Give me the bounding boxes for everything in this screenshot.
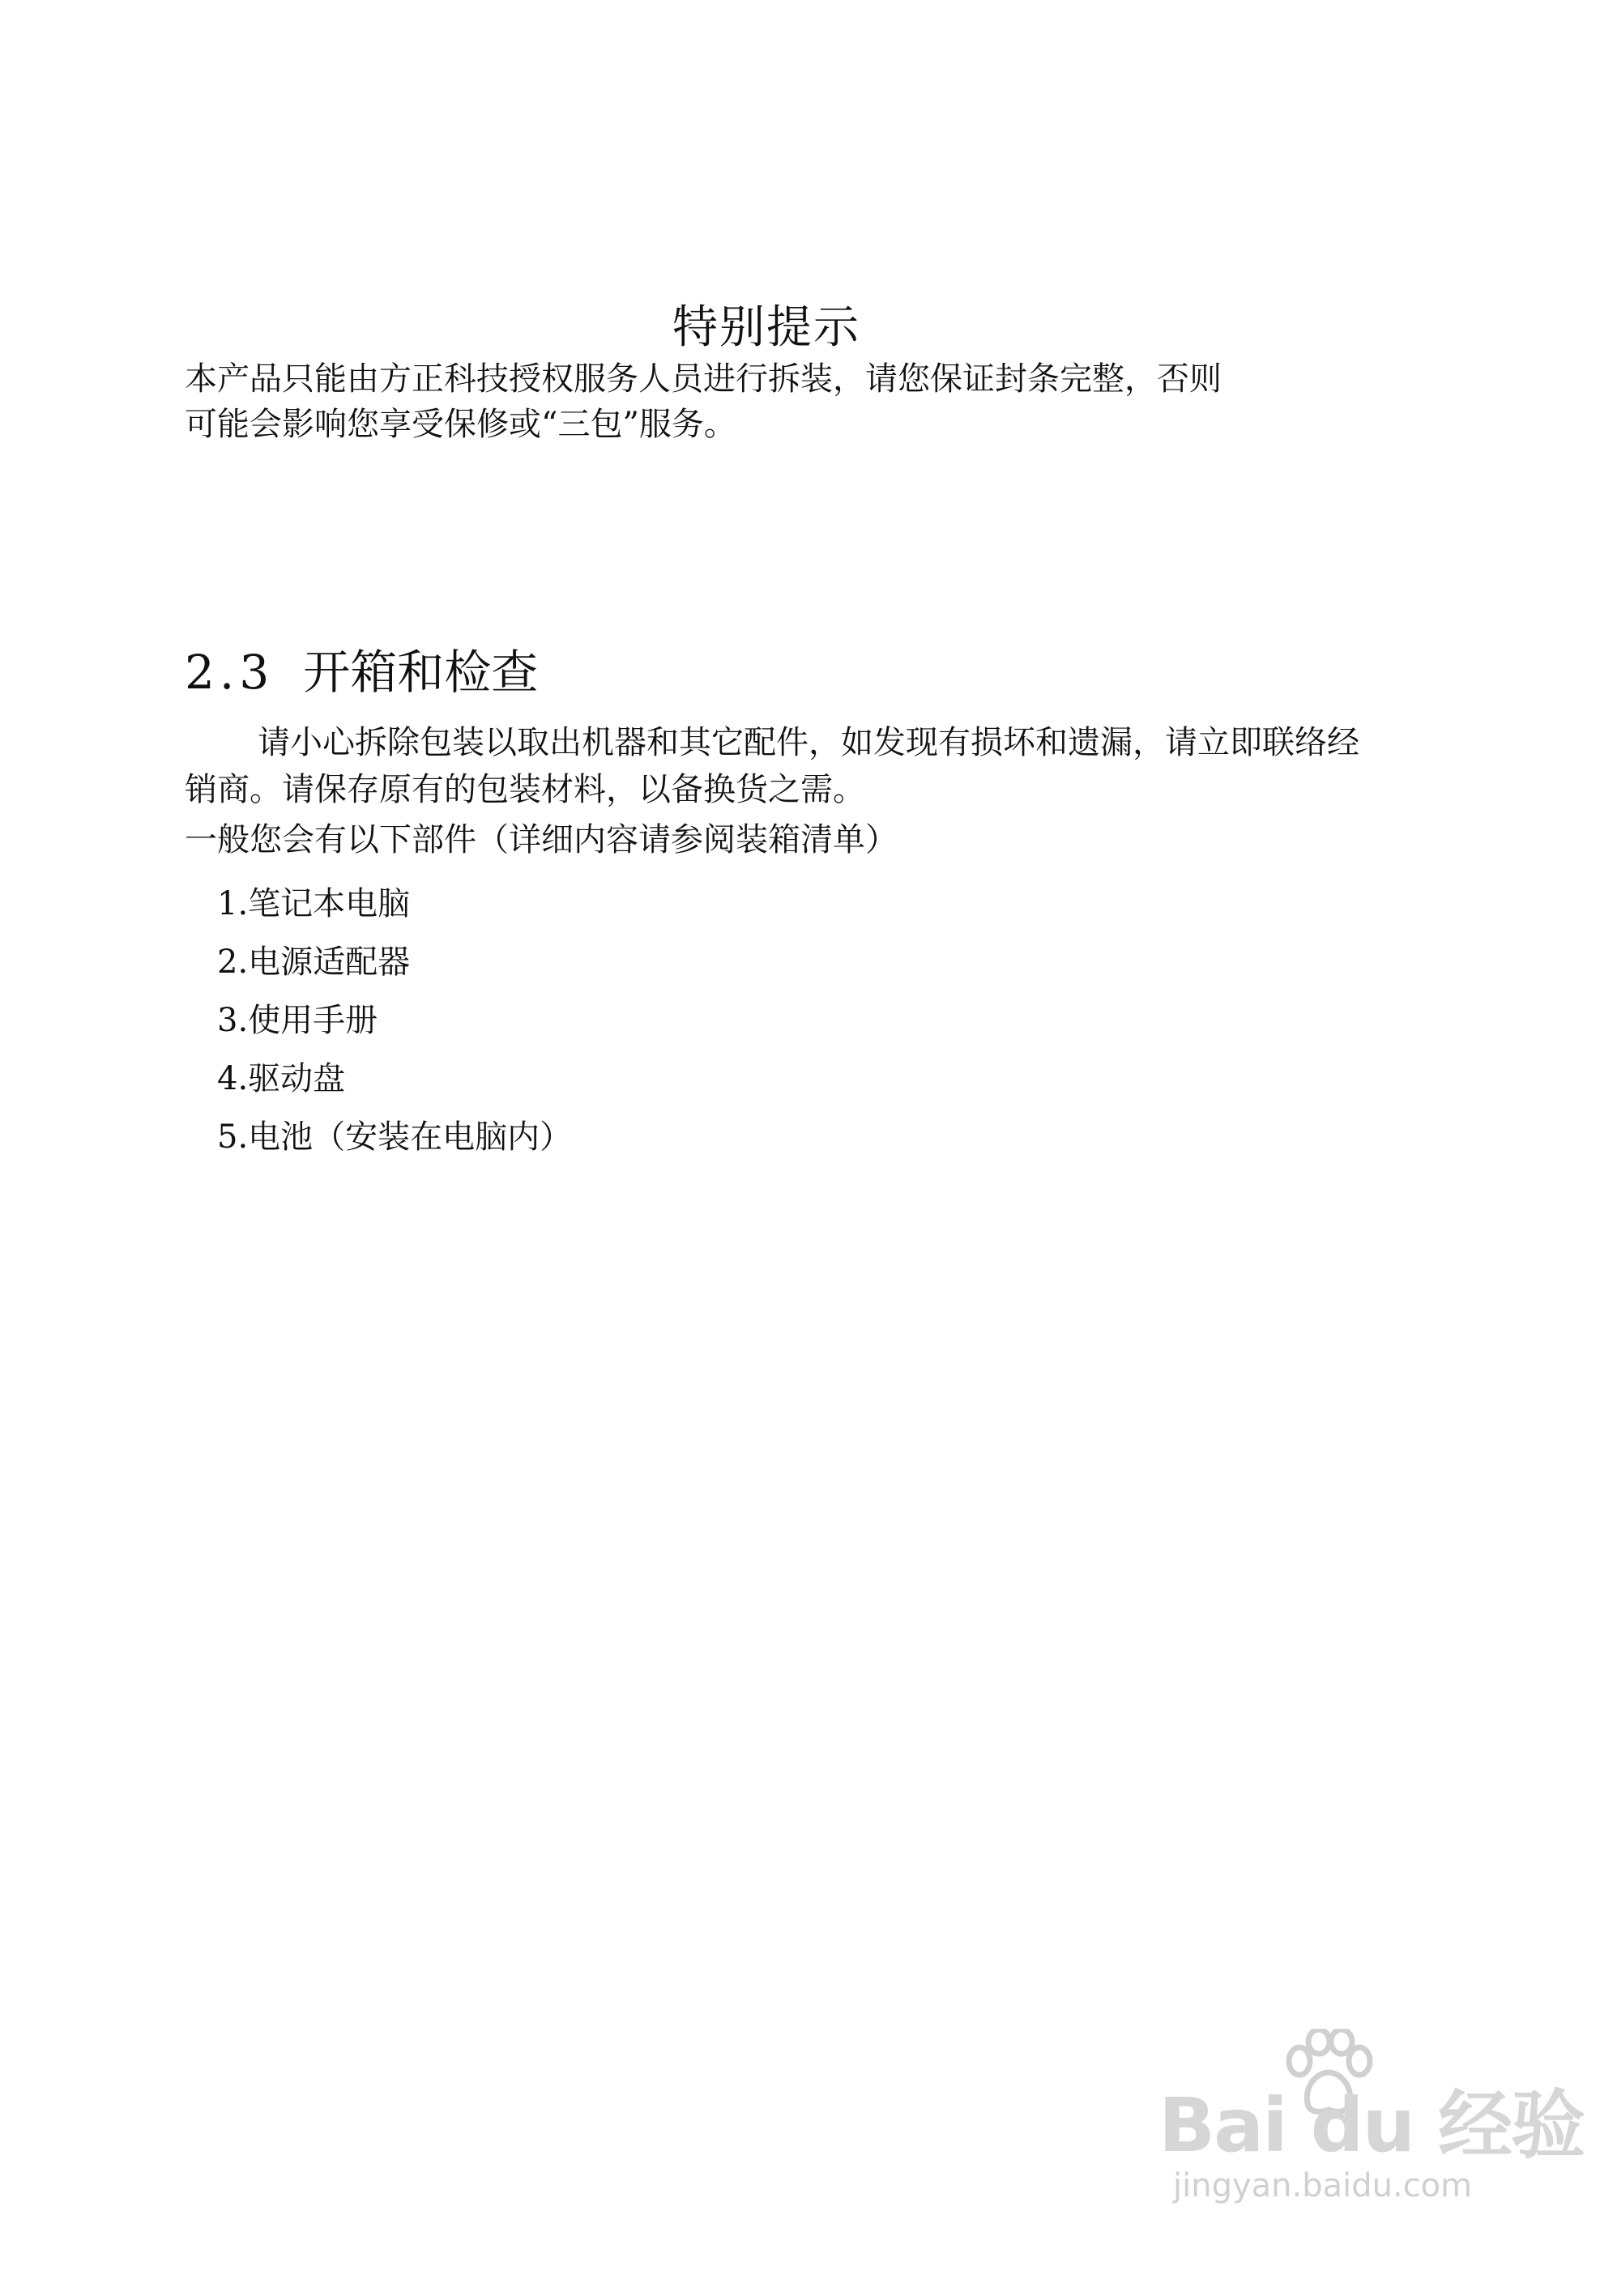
list-item: 5.电池（安装在电脑内） bbox=[217, 1118, 573, 1156]
list-item: 1.笔记本电脑 bbox=[217, 885, 411, 922]
paragraph-line: 销商。请保存原有的包装材料，以备换货之需。 bbox=[185, 771, 865, 808]
list-item: 4.驱动盘 bbox=[217, 1060, 346, 1097]
section-paragraph bbox=[185, 719, 1448, 813]
notice-line: 可能会影响您享受保修或“三包”服务。 bbox=[185, 406, 736, 443]
parts-list bbox=[217, 875, 572, 1166]
list-item: 2.电源适配器 bbox=[217, 944, 411, 981]
watermark-url: jingyan.baidu.com bbox=[1173, 2167, 1473, 2204]
notice-body bbox=[185, 356, 1448, 447]
notice-title: 特别提示 bbox=[672, 301, 860, 354]
notice-line: 本产品只能由方正科技授权服务人员进行拆装，请您保证封条完整，否则 bbox=[185, 360, 1222, 398]
baidu-jingyan-watermark bbox=[1158, 2029, 1585, 2204]
parts-intro: 一般您会有以下部件（详细内容请参阅装箱清单） bbox=[185, 821, 898, 858]
list-item: 3.使用手册 bbox=[217, 1002, 378, 1039]
paragraph-line: 请小心拆除包装以取出机器和其它配件，如发现有损坏和遗漏，请立即联络经 bbox=[258, 724, 1359, 761]
watermark-logo: Bai du 经验 bbox=[1158, 2082, 1585, 2169]
section-heading bbox=[185, 640, 538, 705]
section-title: 开箱和检查 bbox=[303, 645, 539, 700]
section-number: 2.3 bbox=[185, 645, 275, 700]
